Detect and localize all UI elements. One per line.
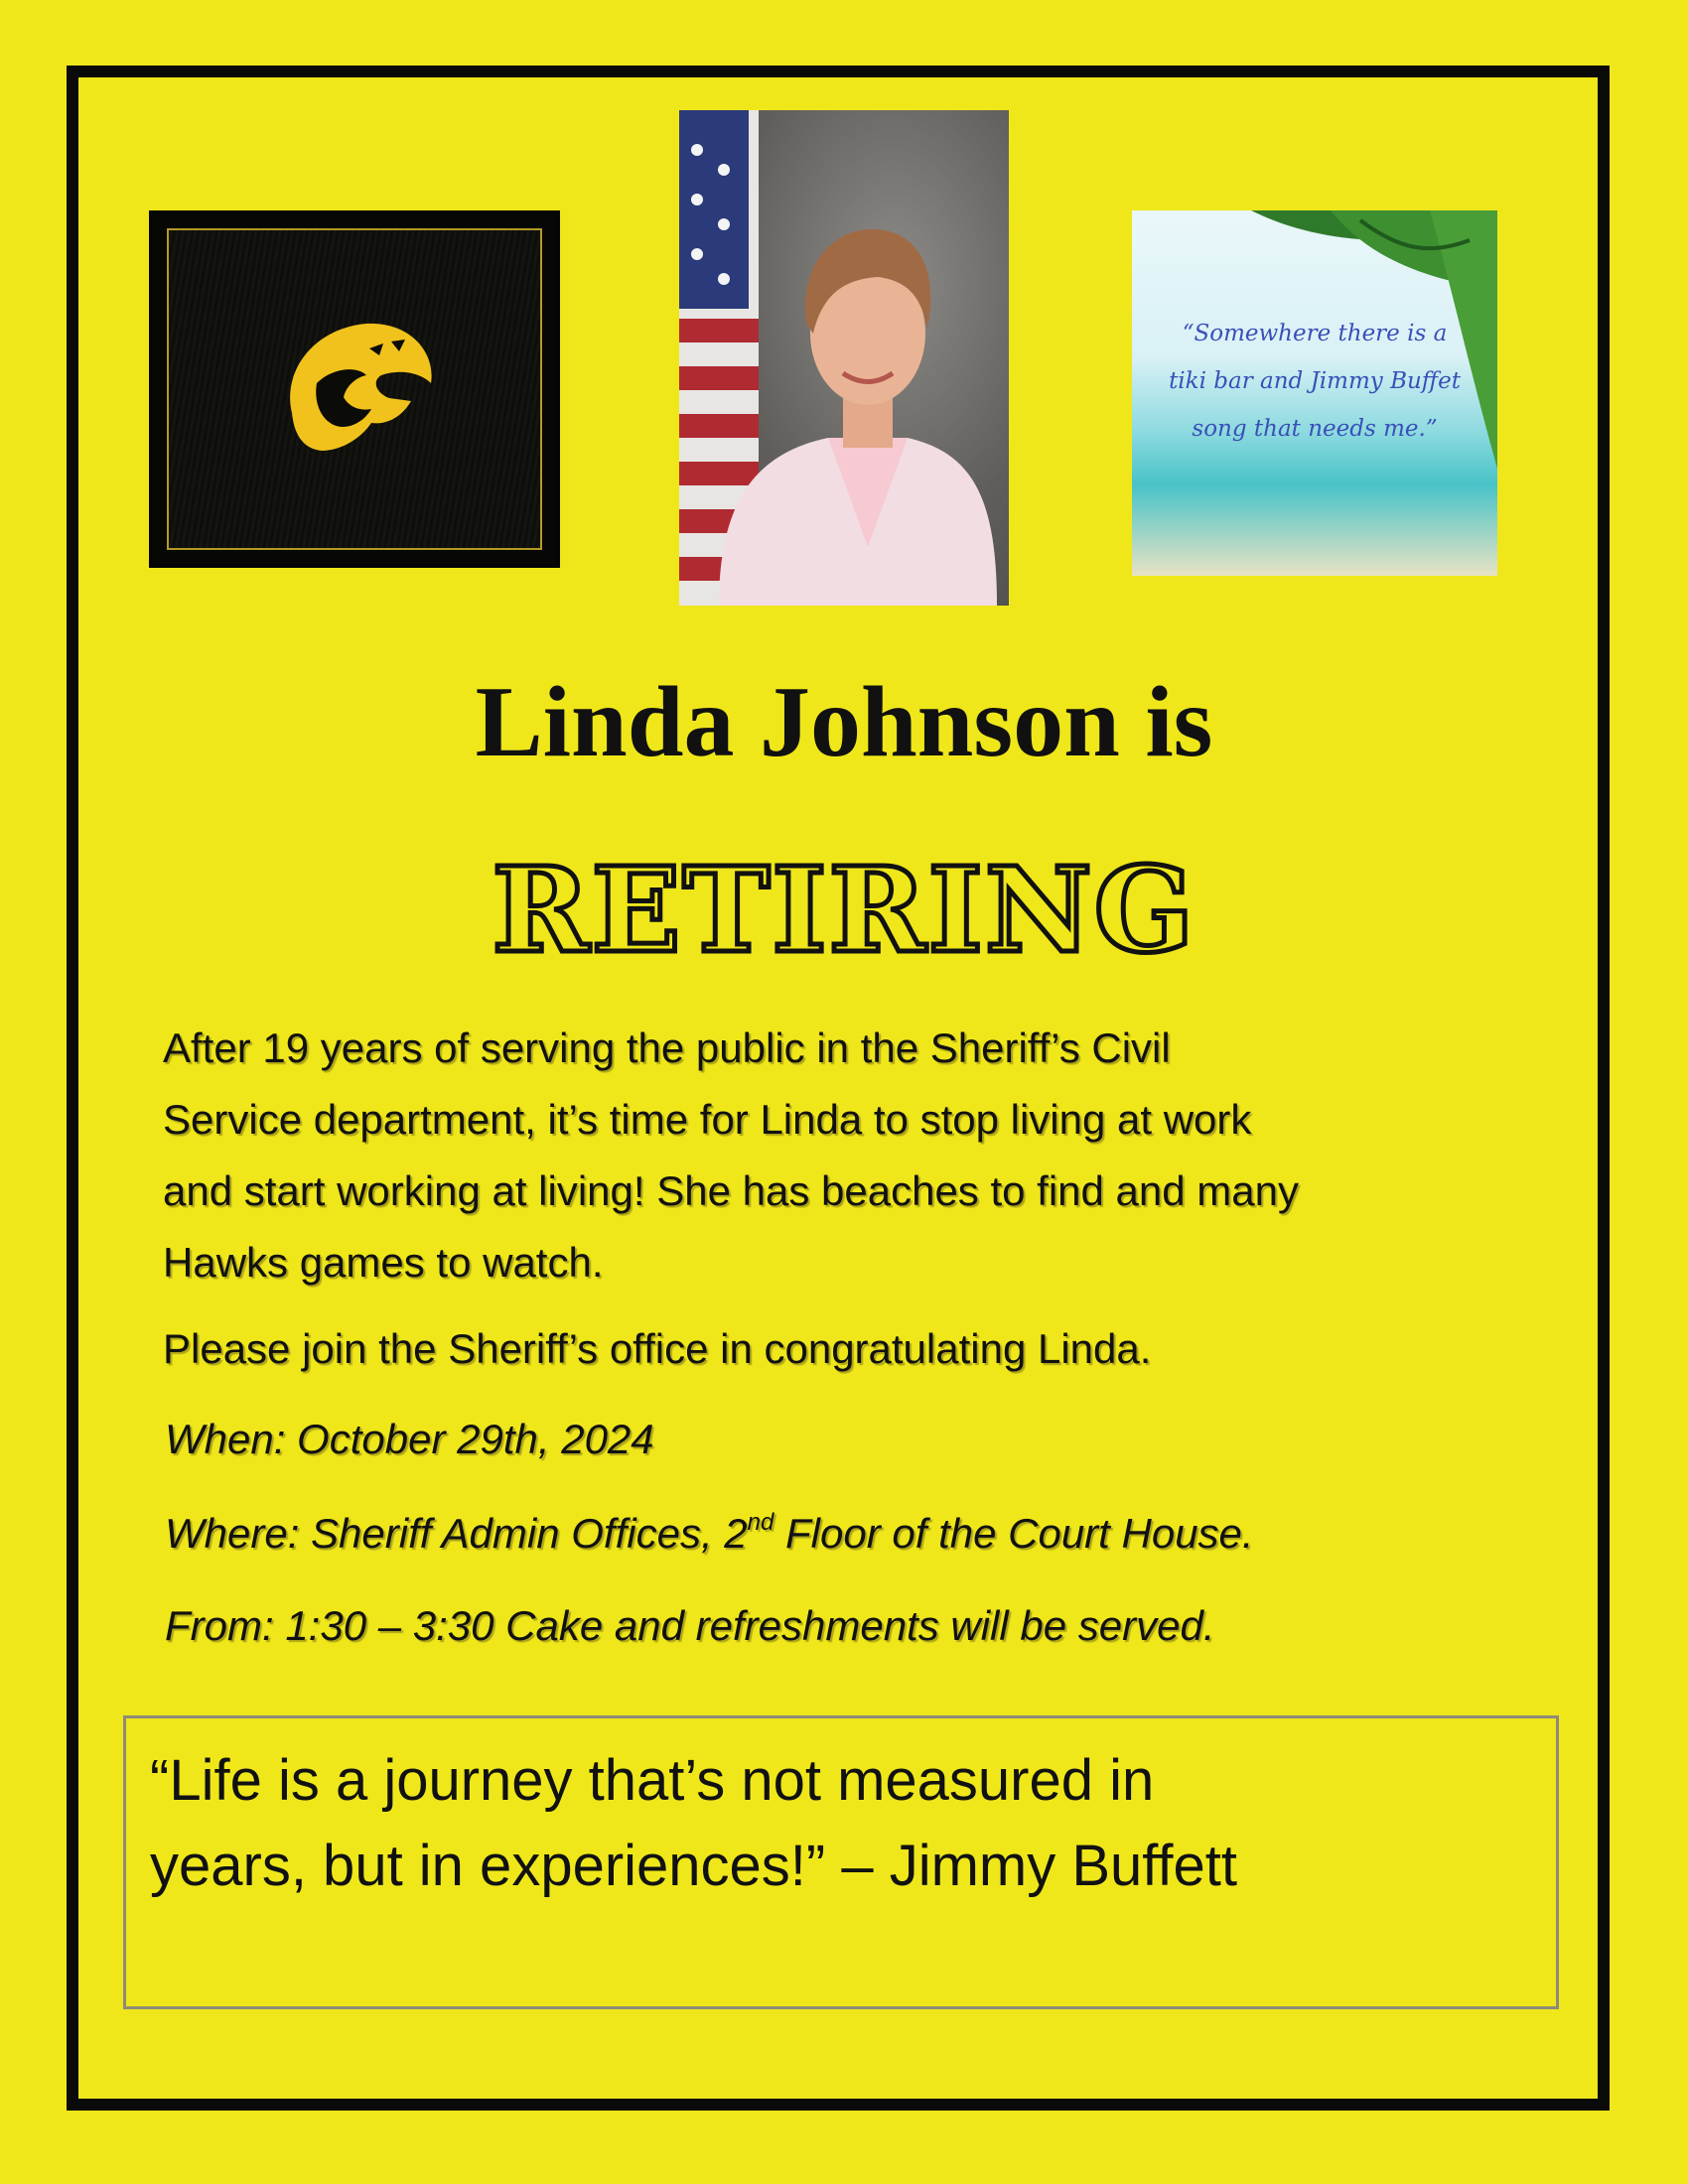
event-from: From: 1:30 – 3:30 Cake and refreshments will be served. (165, 1602, 1215, 1649)
buffett-quote (150, 1738, 1540, 1909)
where-text-end: Floor of the Court House. (774, 1510, 1254, 1557)
paragraph-line: Hawks games to watch. (163, 1239, 604, 1286)
tiki-quote-line-1: “Somewhere there is a (1182, 321, 1448, 346)
hawkeye-logo-image (149, 210, 560, 568)
portrait-illustration (679, 110, 1009, 606)
paragraph-line: and start working at living! She has beaches to find and many (163, 1167, 1300, 1214)
tiki-quote-line-3: song that needs me.” (1192, 416, 1438, 442)
tiki-quote-line-2: tiki bar and Jimmy Buffet (1169, 368, 1461, 394)
hawkeye-logo-icon (272, 314, 441, 463)
headline-title: Linda Johnson is (475, 666, 1213, 778)
where-text: Where: Sheriff Admin Offices, 2 (165, 1510, 748, 1557)
portrait-photo (679, 110, 1009, 606)
where-ordinal: nd (747, 1509, 774, 1536)
tiki-quote-text (1132, 310, 1497, 453)
event-where (165, 1504, 1254, 1564)
beach-palm-photo (1132, 210, 1497, 576)
quote-box (123, 1715, 1559, 2009)
headline-retiring: RETIRING (492, 841, 1196, 979)
announcement-paragraph (163, 1013, 1553, 1298)
join-invitation: Please join the Sheriff’s office in congratulating Linda. (163, 1325, 1152, 1372)
paragraph-line: Service department, it’s time for Linda to stop living at work (163, 1096, 1252, 1143)
quote-line-1: “Life is a journey that’s not measured in (150, 1748, 1155, 1813)
paragraph-line: After 19 years of serving the public in the Sheriff’s Civil (163, 1024, 1171, 1071)
quote-line-2: years, but in experiences!” – Jimmy Buffett (150, 1834, 1237, 1898)
event-when: When: October 29th, 2024 (165, 1416, 654, 1462)
